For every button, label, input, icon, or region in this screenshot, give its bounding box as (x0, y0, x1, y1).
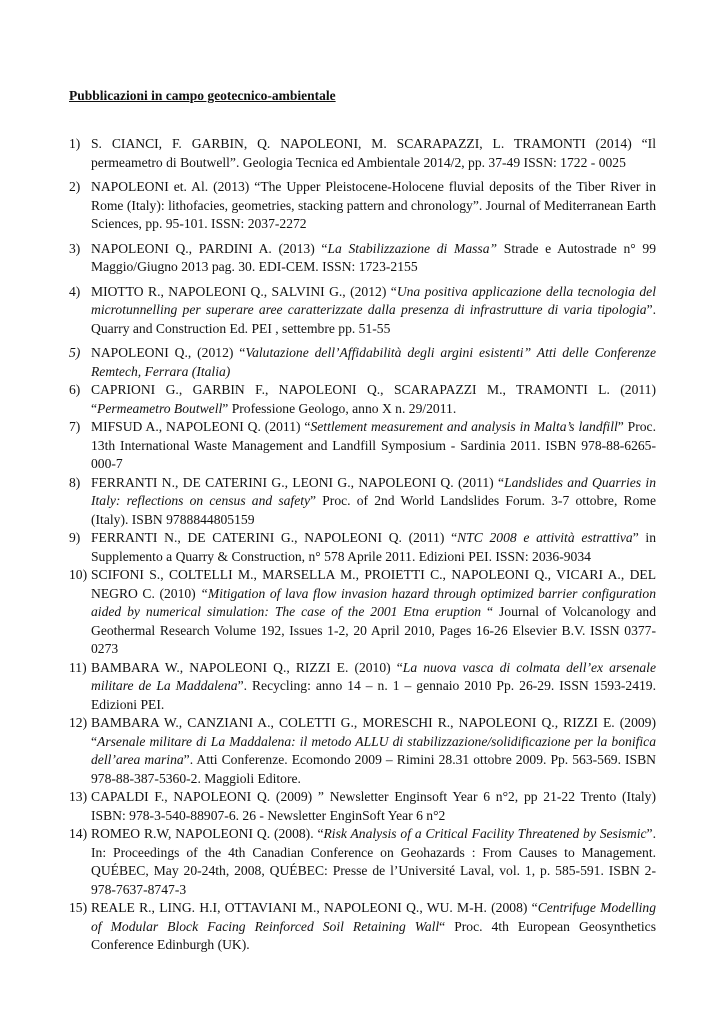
reference-item (69, 381, 656, 418)
reference-number: 6) (69, 382, 81, 397)
reference-text: ” Proc. of 2nd World Landslides Forum. 3-7 ottobre, Rome (Italy). ISBN 9788844805159 (91, 493, 656, 527)
reference-title: Settlement measurement and analysis in Malta’s landfill (310, 419, 618, 434)
reference-number: 2) (69, 179, 81, 194)
reference-number: 7) (69, 419, 81, 434)
reference-item (69, 474, 656, 530)
reference-text: NAPOLEONI et. Al. (2013) “The Upper Pleistocene-Holocene fluvial deposits of the Tiber River in Rome (Italy): lithofacies, geometries, stacking pattern and chronology”. Journal of Mediterranean Earth Sciences, pp. 95-101. ISSN: 2037-2272 (91, 179, 656, 231)
reference-item (69, 788, 656, 825)
reference-text: CAPALDI F., NAPOLEONI Q. (2009) ” Newsletter Enginsoft Year 6 n°2, pp 21-22 Trento (Italy) ISBN: 978-3-540-88907-6. 26 - Newsletter EnginSoft Year 6 n°2 (91, 789, 656, 823)
reference-text: S. CIANCI, F. GARBIN, Q. NAPOLEONI, M. SCARAPAZZI, L. TRAMONTI (2014) “Il permeametro di Boutwell”. Geologia Tecnica ed Ambientale 2014/2, pp. 37-49 ISSN: 1722 - 0025 (91, 136, 656, 170)
reference-title: “Mitigation of lava flow invasion hazard through optimized barrier configuration aided by numerical simulation: The case of the 2001 Etna eruption (91, 585, 656, 619)
reference-text: ROMEO R.W, NAPOLEONI Q. (2008). “ (91, 826, 324, 841)
reference-text: ”. Atti Conferenze. Ecomondo 2009 – Rimini 28.31 ottobre 2009. Pp. 563-569. ISBN 978-88-387-5360-2. Maggioli Editore. (91, 752, 657, 786)
reference-item (69, 178, 656, 234)
reference-item (69, 418, 656, 474)
reference-number: 3) (69, 240, 81, 256)
reference-item (69, 240, 656, 277)
reference-item (69, 344, 656, 381)
reference-list (69, 135, 656, 961)
reference-number: 12) (69, 715, 88, 730)
reference-text: ” Proc. 13th International Waste Management and Landfill Symposium - Sardinia 2011. ISBN 978-88-6265-000-7 (91, 419, 656, 471)
reference-title: Centrifuge Modelling of Modular Block Facing Reinforced Soil Retaining Wall (91, 900, 656, 934)
reference-text: ”. Quarry and Construction Ed. PEI , settembre pp. 51-55 (91, 302, 656, 336)
reference-text: ” Professione Geologo, anno X n. 29/2011. (222, 400, 457, 416)
reference-number: 5) (69, 345, 81, 360)
reference-text: ”. Recycling: anno 14 – n. 1 – gennaio 2010 Pp. 26-29. ISSN 1593-2419. Edizioni PEI. (91, 678, 656, 712)
reference-number: 15) (69, 900, 88, 915)
reference-number: 4) (69, 283, 81, 299)
reference-title: Risk Analysis of a Critical Facility Threatened by Sesismic (323, 826, 647, 841)
reference-item (69, 566, 656, 659)
reference-text: ”. In: Proceedings of the 4th Canadian Conference on Geohazards : From Causes to Management. QUÉBEC, May 20-24th, 2008, QUÉBEC: Presse de l’Université Laval, vol. 1, p. 585-591. ISBN 2-978-7637-8747-3 (91, 826, 656, 897)
reference-number: 14) (69, 826, 88, 841)
reference-item (69, 714, 656, 788)
reference-text: NAPOLEONI Q., (2012) “ (91, 345, 246, 360)
reference-text: BAMBARA W., NAPOLEONI Q., RIZZI E. (2010) “ (91, 659, 403, 675)
reference-item (69, 135, 656, 172)
reference-title: Permeametro Boutwell (97, 400, 223, 416)
reference-text: BAMBARA W., CANZIANI A., COLETTI G., MORESCHI R., NAPOLEONI Q., RIZZI E. (2009) “ (91, 715, 656, 749)
reference-title: Arsenale militare di La Maddalena: il metodo ALLU di stabilizzazione/solidificazione per la bonifica dell’area marina (91, 733, 656, 767)
reference-text: “ Journal of Volcanology and Geothermal Research Volume 192, Issues 1-2, 20 April 2010, Pages 16-26 Elsevier B.V. ISSN 0377-0273 (91, 604, 656, 656)
reference-text: FERRANTI N., DE CATERINI G., NAPOLEONI Q. (2011) “ (91, 530, 458, 545)
reference-number: 13) (69, 789, 88, 804)
reference-number: 10) (69, 567, 88, 582)
reference-title: Una positiva applicazione della tecnologia del microtunnelling per superare aree caratterizzate dalla presenza di infrastrutture di varia tipologia (91, 283, 656, 317)
reference-text: MIFSUD A., NAPOLEONI Q. (2011) “ (91, 419, 311, 434)
reference-title: La nuova vasca di colmata dell’ex arsenale militare de La Maddalena (91, 659, 656, 693)
section-heading: Pubblicazioni in campo geotecnico-ambientale (69, 88, 336, 103)
reference-item (69, 283, 656, 339)
reference-item (69, 529, 656, 566)
reference-text: CAPRIONI G., GARBIN F., NAPOLEONI Q., SCARAPAZZI M., TRAMONTI L. (2011) “ (91, 382, 656, 416)
reference-text: REALE R., LING. H.I, OTTAVIANI M., NAPOLEONI Q., WU. M-H. (2008) “ (91, 900, 538, 915)
reference-item (69, 825, 656, 899)
reference-text: MIOTTO R., NAPOLEONI Q., SALVINI G., (2012) “ (91, 283, 397, 299)
reference-text: ” in Supplemento a Quarry & Construction, n° 578 Aprile 2011. Edizioni PEI. ISSN: 2036-9034 (91, 530, 656, 564)
reference-title: Landslides and Quarries in Italy: reflections on census and safety (91, 474, 656, 508)
reference-title: La Stabilizzazione di Massa” (327, 240, 498, 256)
reference-number: 1) (69, 136, 81, 151)
reference-title: NTC 2008 e attività estrattiva (457, 530, 633, 545)
reference-title: Valutazione dell’Affidabilità degli argini esistenti” Atti delle Conferenze Remtech, Ferrara (Italia) (91, 345, 656, 379)
reference-text: FERRANTI N., DE CATERINI G., LEONI G., NAPOLEONI Q. (2011) “ (91, 474, 505, 490)
reference-text: NAPOLEONI Q., PARDINI A. (2013) “ (91, 240, 328, 256)
reference-item (69, 899, 656, 955)
reference-item (69, 659, 656, 715)
reference-number: 8) (69, 474, 81, 490)
reference-text: “ Proc. 4th European Geosynthetics Conference Edinburgh (UK). (91, 918, 656, 952)
reference-text: SCIFONI S., COLTELLI M., MARSELLA M., PROIETTI C., NAPOLEONI Q., VICARI A., DEL NEGRO C. (2010) (91, 567, 656, 601)
reference-number: 9) (69, 530, 81, 545)
reference-text: Strade e Autostrade n° 99 Maggio/Giugno 2013 pag. 30. EDI-CEM. ISSN: 1723-2155 (91, 240, 656, 274)
reference-number: 11) (69, 659, 87, 675)
